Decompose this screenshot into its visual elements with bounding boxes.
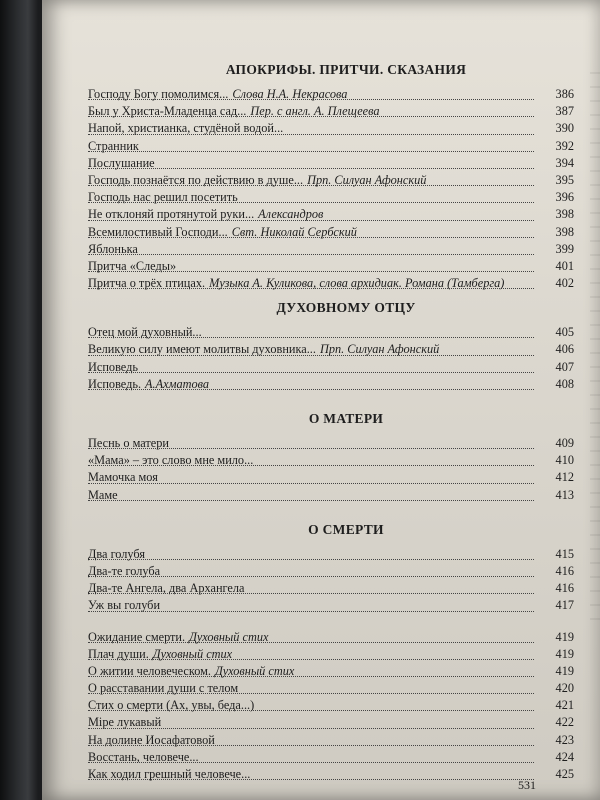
toc-entry[interactable] <box>88 241 574 258</box>
entry-title: Два-те голуба <box>88 563 161 578</box>
toc-entry[interactable] <box>88 546 574 563</box>
section-spacer <box>88 504 574 522</box>
entry-page-number: 409 <box>555 436 574 450</box>
entry-text <box>88 87 347 101</box>
entry-text <box>88 259 176 273</box>
entry-title: Стих о смерти (Ах, увы, беда...) <box>88 698 255 713</box>
entry-page-number: 408 <box>555 376 574 391</box>
entry-text <box>88 647 232 661</box>
toc-entry[interactable] <box>88 766 574 783</box>
entry-page-number: 405 <box>555 325 574 340</box>
entry-title: Всемилостивый Господи... <box>88 224 228 239</box>
entry-text <box>88 207 323 221</box>
entry-author: Прп. Силуан Афонский <box>307 172 427 187</box>
entry-page-number: 419 <box>555 663 574 678</box>
entry-text <box>88 242 138 256</box>
entry-title: Ожидание смерти. <box>88 629 186 644</box>
dot-leader <box>88 500 534 501</box>
entry-page-number: 386 <box>555 87 574 101</box>
entry-text <box>88 173 426 187</box>
entry-page-number: 419 <box>555 646 574 661</box>
entry-title: Напой, христианка, студёной водой... <box>88 121 284 136</box>
entry-text <box>88 342 439 356</box>
entry-text <box>88 664 294 678</box>
entry-page-number: 401 <box>555 258 574 273</box>
entry-page-number: 416 <box>555 581 574 596</box>
toc-entry[interactable] <box>88 732 574 749</box>
entry-page-number: 412 <box>555 470 574 485</box>
entry-author: Прп. Силуан Афонский <box>319 342 440 357</box>
entry-title: Исповедь <box>88 359 138 374</box>
section-spacer <box>88 393 574 411</box>
entry-title: Господь познаётся по действию в душе... <box>88 172 304 187</box>
entry-title: Странник <box>88 138 139 153</box>
entry-title: Уж вы голуби <box>88 598 161 613</box>
toc-entry[interactable] <box>88 103 574 120</box>
toc-entry[interactable] <box>88 563 574 580</box>
toc-entry[interactable] <box>88 224 574 241</box>
entry-title: «Мама» – это слово мне мило... <box>88 453 254 468</box>
toc-section <box>88 62 574 292</box>
entry-title: Песнь о матери <box>88 436 169 450</box>
toc-entry[interactable] <box>88 359 574 376</box>
entry-title: Мiре лукавый <box>88 715 162 730</box>
toc-entry[interactable] <box>88 469 574 486</box>
entry-title: На долине Иосафатовой <box>88 732 215 747</box>
toc-entry[interactable] <box>88 597 574 614</box>
entry-author: Свт. Николай Сербский <box>231 224 357 239</box>
entry-page-number: 406 <box>555 342 574 357</box>
toc-section <box>88 300 574 393</box>
dot-leader <box>88 254 534 255</box>
entry-author: Духовный стих <box>152 646 233 661</box>
entry-page-number: 402 <box>555 276 574 291</box>
entry-page-number: 399 <box>555 241 574 256</box>
entry-page-number: 416 <box>555 563 574 578</box>
entry-text <box>88 104 380 118</box>
toc-entry[interactable] <box>88 189 574 206</box>
entry-author: Слова Н.А. Некрасова <box>232 87 348 101</box>
bleed-through-text <box>590 60 600 620</box>
entry-page-number: 390 <box>555 121 574 136</box>
toc-entry[interactable] <box>88 138 574 155</box>
entry-page-number: 423 <box>555 732 574 747</box>
entry-text <box>88 715 161 729</box>
entry-text <box>88 360 138 374</box>
entry-text <box>88 598 160 612</box>
entry-page-number: 415 <box>555 546 574 561</box>
entry-page-number: 395 <box>555 172 574 187</box>
entry-page-number: 398 <box>555 224 574 239</box>
entry-text <box>88 488 118 502</box>
entry-text <box>88 733 215 747</box>
toc-entry[interactable] <box>88 749 574 766</box>
entry-author: Духовный стих <box>214 663 295 678</box>
entry-text <box>88 698 254 712</box>
entry-page-number: 407 <box>555 359 574 374</box>
entry-text <box>88 564 160 578</box>
entry-page-number: 394 <box>555 155 574 170</box>
toc-entry[interactable] <box>88 452 574 469</box>
entry-title: Исповедь. <box>88 376 142 391</box>
page-number: 531 <box>518 778 536 792</box>
entry-title: Два-те Ангела, два Архангела <box>88 581 245 596</box>
entry-spacer <box>88 615 574 629</box>
entry-page-number: 419 <box>555 629 574 644</box>
entry-text <box>88 581 244 595</box>
entry-text <box>88 681 238 695</box>
entry-title: Отец мой духовный... <box>88 325 202 340</box>
entry-text <box>88 750 199 764</box>
entry-page-number: 417 <box>555 598 574 613</box>
toc-entry[interactable] <box>88 206 574 223</box>
entry-text <box>88 453 253 467</box>
toc-entry[interactable] <box>88 580 574 597</box>
entry-title: О житии человеческом. <box>88 663 211 678</box>
entry-title: Великую силу имеют молитвы духовника... <box>88 342 316 357</box>
dot-leader <box>88 559 534 560</box>
entry-text <box>88 190 238 204</box>
entry-text <box>88 547 145 561</box>
dot-leader <box>88 151 534 152</box>
toc-entry[interactable] <box>88 120 574 137</box>
toc-section <box>88 522 574 783</box>
toc-entry[interactable] <box>88 680 574 697</box>
entry-title: Притча о трёх птицах. <box>88 276 206 291</box>
toc-entry[interactable] <box>88 697 574 714</box>
entry-title: Как ходил грешный человече... <box>88 767 251 781</box>
section-spacer <box>88 292 574 300</box>
entry-title: Мамочка моя <box>88 470 158 485</box>
entry-text <box>88 276 504 290</box>
entry-text <box>88 225 357 239</box>
entry-text <box>88 767 250 781</box>
entry-title: Послушание <box>88 155 155 170</box>
toc-entry[interactable] <box>88 663 574 680</box>
entry-author: Музыка А. Куликова, слова архидиак. Романа (Тамберга) <box>209 276 505 291</box>
toc-entry[interactable] <box>88 435 574 452</box>
entry-page-number: 425 <box>555 767 574 781</box>
toc-entry[interactable] <box>88 86 574 103</box>
section-heading: АПОКРИФЫ. ПРИТЧИ. СКАЗАНИЯ <box>225 62 467 77</box>
entry-text <box>88 377 209 391</box>
toc-entry[interactable] <box>88 258 574 275</box>
entry-text <box>88 470 158 484</box>
toc-entry[interactable] <box>88 172 574 189</box>
entry-page-number: 392 <box>555 138 574 153</box>
entry-text <box>88 121 283 135</box>
table-of-contents <box>88 62 574 783</box>
entry-page-number: 424 <box>555 749 574 764</box>
toc-entry[interactable] <box>88 714 574 731</box>
entry-page-number: 421 <box>555 698 574 713</box>
entry-author: Духовный стих <box>189 629 269 644</box>
entry-title: Два голубя <box>88 546 146 561</box>
section-heading: О СМЕРТИ <box>308 521 384 537</box>
entry-page-number: 420 <box>555 681 574 696</box>
entry-page-number: 422 <box>555 715 574 730</box>
entry-title: О расставании души с телом <box>88 681 239 696</box>
toc-section <box>88 411 574 504</box>
entry-text <box>88 156 155 170</box>
entry-page-number: 410 <box>555 453 574 468</box>
entry-page-number: 413 <box>555 487 574 502</box>
toc-entry[interactable] <box>88 324 574 341</box>
entry-text <box>88 325 202 339</box>
entry-page-number: 396 <box>555 190 574 205</box>
entry-title: Притча «Следы» <box>88 258 177 273</box>
entry-text <box>88 139 139 153</box>
toc-entry[interactable] <box>88 629 574 646</box>
entry-text <box>88 436 169 450</box>
toc-entry[interactable] <box>88 275 574 292</box>
entry-title: Был у Христа-Младенца сад... <box>88 104 247 119</box>
entry-author: А.Ахматова <box>145 376 210 391</box>
toc-entry[interactable] <box>88 646 574 663</box>
entry-title: Господь нас решил посетить <box>88 190 238 205</box>
toc-entry[interactable] <box>88 487 574 504</box>
entry-title: Господу Богу помолимся... <box>88 87 229 101</box>
section-heading: О МАТЕРИ <box>308 411 384 426</box>
entry-author: Пер. с англ. А. Плещеева <box>250 104 380 119</box>
toc-entry[interactable] <box>88 376 574 393</box>
entry-author: Александров <box>258 207 324 222</box>
entry-title: Не отклоняй протянутой руки... <box>88 207 255 222</box>
section-heading: ДУХОВНОМУ ОТЦУ <box>276 300 416 316</box>
entry-text <box>88 630 268 644</box>
entry-title: Яблонька <box>88 241 138 256</box>
entry-page-number: 398 <box>555 207 574 222</box>
toc-entry[interactable] <box>88 341 574 358</box>
entry-title: Восстань, человече... <box>88 749 199 764</box>
entry-page-number: 387 <box>555 104 574 119</box>
dot-leader <box>88 372 534 373</box>
entry-title: Плач души. <box>88 646 149 661</box>
entry-title: Маме <box>88 487 118 502</box>
toc-entry[interactable] <box>88 155 574 172</box>
